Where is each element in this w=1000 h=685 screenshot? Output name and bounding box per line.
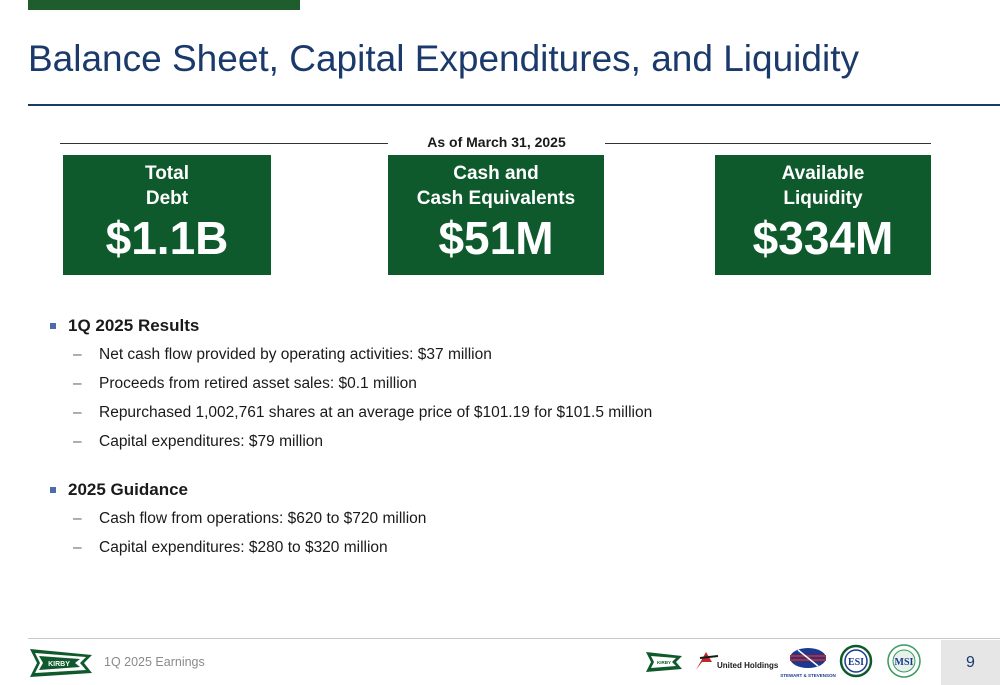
list-item [50, 340, 950, 369]
metric-label-line1: Cash and [453, 163, 539, 184]
list-item-text: Repurchased 1,002,761 shares at an average price of $101.19 for $101.5 million [99, 403, 653, 421]
page-title: Balance Sheet, Capital Expenditures, and Liquidity [28, 38, 859, 79]
metric-label [63, 155, 271, 211]
section-2025-guidance [50, 476, 950, 562]
dash-bullet-icon: – [73, 403, 82, 421]
subsidiary-logos [640, 640, 940, 682]
united-holdings-logo [696, 652, 779, 670]
dash-bullet-icon: – [73, 432, 82, 450]
square-bullet-icon [50, 323, 56, 329]
dash-bullet-icon: – [73, 509, 82, 527]
as-of-date: As of March 31, 2025 [427, 134, 566, 150]
kirby-logo [28, 645, 94, 679]
list-item [50, 369, 950, 398]
metric-available-liquidity [715, 155, 931, 275]
list-item [50, 427, 950, 456]
section-title: 2025 Guidance [68, 480, 189, 499]
dash-bullet-icon: – [73, 538, 82, 556]
svg-text:United Holdings: United Holdings [717, 661, 779, 670]
section-1q-results [50, 312, 950, 456]
svg-text:ESI: ESI [847, 657, 865, 668]
bullet-list [50, 312, 950, 582]
page-number-box [941, 640, 1000, 685]
title-divider [28, 104, 1000, 106]
dash-bullet-icon: – [73, 345, 82, 363]
section-header [50, 476, 950, 504]
stewart-stevenson-logo [780, 648, 836, 678]
svg-text:MSI: MSI [894, 657, 914, 668]
metric-label-line1: Total [145, 163, 189, 184]
dash-bullet-icon: – [73, 374, 82, 392]
list-item [50, 504, 950, 533]
list-item [50, 398, 950, 427]
metric-label-line2: Debt [145, 188, 189, 209]
list-item-text: Capital expenditures: $79 million [99, 432, 324, 450]
svg-text:KIRBY: KIRBY [48, 661, 70, 668]
metric-label [715, 155, 931, 211]
section-header [50, 312, 950, 340]
msi-logo [888, 645, 920, 677]
metric-label-line2: Cash Equivalents [416, 188, 576, 209]
page-number: 9 [966, 653, 975, 671]
list-item [50, 533, 950, 562]
svg-text:STEWART & STEVENSON: STEWART & STEVENSON [780, 673, 836, 678]
svg-text:KIRBY: KIRBY [656, 660, 672, 665]
metric-value: $1.1B [105, 212, 229, 264]
esi-logo [841, 646, 871, 676]
metric-label-line2: Liquidity [783, 188, 863, 209]
top-accent-bar [28, 0, 300, 10]
footer-label: 1Q 2025 Earnings [104, 655, 205, 669]
list-item-text: Proceeds from retired asset sales: $0.1 million [99, 374, 417, 392]
list-item-text: Cash flow from operations: $620 to $720 million [99, 509, 427, 527]
list-item-text: Net cash flow provided by operating activities: $37 million [99, 345, 492, 363]
metric-total-debt [63, 155, 271, 275]
list-item-text: Capital expenditures: $280 to $320 million [99, 538, 388, 556]
kirby-flag-logo [646, 652, 682, 672]
footer-divider [28, 638, 1000, 639]
metric-value: $51M [438, 212, 554, 264]
section-title: 1Q 2025 Results [68, 316, 200, 335]
metric-value: $334M [752, 212, 894, 264]
metric-label [388, 155, 604, 211]
as-of-line-right [605, 143, 931, 144]
square-bullet-icon [50, 487, 56, 493]
metric-cash [388, 155, 604, 275]
as-of-line-left [60, 143, 388, 144]
metric-label-line1: Available [781, 163, 865, 184]
